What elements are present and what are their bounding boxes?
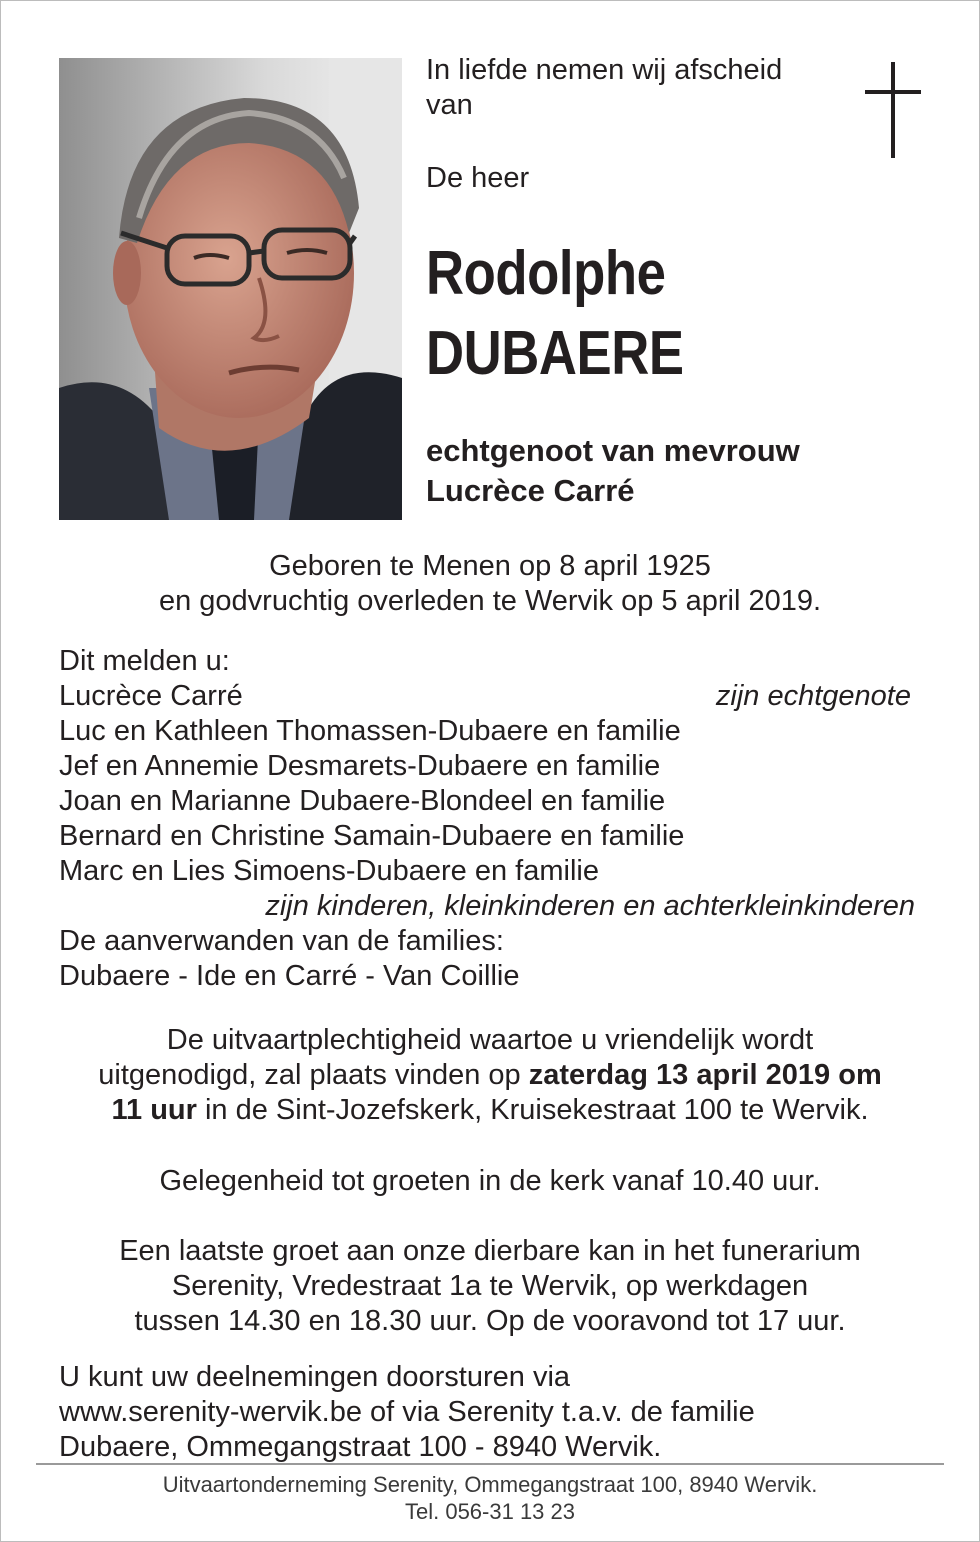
ceremony-block (40, 1023, 940, 1128)
funerarium-line: Een laatste groet aan onze dierbare kan in het funerarium (119, 1235, 861, 1267)
ceremony-date: zaterdag 13 april 2019 om (528, 1059, 882, 1091)
ceremony-line: De uitvaartplechtigheid waartoe u vriendelijk wordt (166, 1024, 814, 1056)
children-relation: zijn kinderen, kleinkinderen en achterkleinkinderen (265, 890, 915, 922)
condolences-line: www.serenity-wervik.be of via Serenity t.a.v. de familie (59, 1396, 755, 1428)
spouse-line-1: echtgenoot van mevrouw (426, 433, 800, 468)
funerarium-line: Serenity, Vredestraat 1a te Wervik, op werkdagen (171, 1270, 809, 1302)
greeting-line: Gelegenheid tot groeten in de kerk vanaf 10.40 uur. (159, 1165, 821, 1197)
first-name: Rodolphe (426, 239, 666, 308)
announcer-spouse (59, 679, 939, 714)
birth-death-block (40, 549, 940, 619)
footer-divider (36, 1463, 944, 1465)
condolences-block (59, 1360, 939, 1465)
announcers-heading: Dit melden u: (59, 645, 230, 677)
announcer-child: Bernard en Christine Samain-Dubaere en familie (59, 820, 685, 852)
portrait-illustration (59, 58, 402, 520)
relatives-heading: De aanverwanden van de families: (59, 925, 504, 957)
ceremony-time: 11 uur (111, 1094, 197, 1126)
funerarium-block (40, 1234, 940, 1339)
relatives-line: Dubaere - Ide en Carré - Van Coillie (59, 960, 520, 992)
announcer-relation: zijn echtgenote (715, 680, 911, 712)
honorific: De heer (426, 162, 530, 194)
spouse-line (426, 431, 800, 511)
announcer-name: Lucrèce Carré (59, 680, 243, 712)
ceremony-line: 11 uur in de Sint-Jozefskerk, Kruisekestraat 100 te Wervik. (111, 1094, 869, 1126)
death-line: en godvruchtig overleden te Wervik op 5 april 2019. (158, 585, 822, 617)
ceremony-line: uitgenodigd, zal plaats vinden op zaterdag 13 april 2019 om (98, 1059, 882, 1091)
intro-line: In liefde nemen wij afscheid (426, 54, 783, 86)
footer-phone: Tel. 056-31 13 23 (404, 1499, 576, 1524)
announcers-block (59, 644, 939, 994)
announcer-child: Luc en Kathleen Thomassen-Dubaere en familie (59, 715, 681, 747)
footer (40, 1471, 940, 1525)
intro-text (426, 53, 886, 123)
condolences-line: Dubaere, Ommegangstraat 100 - 8940 Wervik. (59, 1431, 662, 1463)
last-name: DUBAERE (426, 319, 684, 388)
funerarium-line: tussen 14.30 en 18.30 uur. Op de vooravond tot 17 uur. (134, 1305, 846, 1337)
condolences-line: U kunt uw deelnemingen doorsturen via (59, 1361, 571, 1393)
footer-address: Uitvaartonderneming Serenity, Ommegangstraat 100, 8940 Wervik. (162, 1472, 818, 1497)
announcer-child: Marc en Lies Simoens-Dubaere en familie (59, 855, 599, 887)
portrait-photo (59, 58, 402, 520)
spouse-line-2: Lucrèce Carré (426, 473, 635, 508)
announcer-child: Joan en Marianne Dubaere-Blondeel en familie (59, 785, 666, 817)
announcer-child: Jef en Annemie Desmarets-Dubaere en familie (59, 750, 661, 782)
birth-line: Geboren te Menen op 8 april 1925 (269, 550, 711, 582)
intro-line: van (426, 89, 473, 121)
